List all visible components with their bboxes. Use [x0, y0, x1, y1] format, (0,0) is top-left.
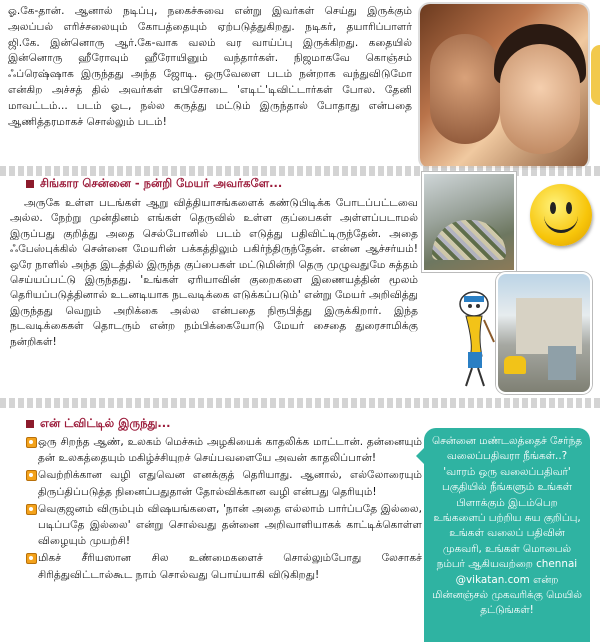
heading-text: என் ட்விட்டில் இருந்து... — [40, 416, 171, 430]
promo-pointer — [416, 448, 424, 464]
actress-face — [500, 44, 580, 154]
garbage-street-photo — [422, 172, 516, 272]
section-heading — [26, 176, 282, 192]
tweet-text: வெற்றிக்கான வழி எதுவென எனக்குத் தெரியாது. ஆனால், எல்லோரையும் திருப்திப்படுத்த நினைப்பதுதான் தோல்விக்கான வழி என்பது தெரியும்! — [38, 469, 422, 498]
heading-text: சிங்கார சென்னை - நன்றி மேயர் அவர்களே... — [40, 176, 283, 190]
tweet-item — [10, 467, 422, 499]
tweets-section — [0, 404, 600, 642]
edge-decoration — [591, 45, 600, 105]
heading-bullet-icon — [26, 420, 34, 428]
review-paragraph: ஓ.கே-தான். ஆனால் நடிப்பு, நகைச்சுவை என்று இவர்கள் செய்து இருக்கும் அலப்பல் எரிச்சலையும் கோபத்தையும் ஏற்படுத்துகிறது. நடிகர், தயாரிப்பாளர் ஜி.கே. இன்னொரு ஆர்.கே-வாக வலம் வர வாய்ப்பு இருக்கிறது. கதையில் இன்னொரு ஹீரோவும் ஹீரோயினும் வந்தார்கள். நிஜமாகவே கொஞ்சம் ஃப்ரெஷ்ஷாக இருந்தது அந்த ஜோடி. ஒருவேளை படம் நன்றாக வந்துவிடுமோ என்கிற அச்சத் தில் அவர்கள் எபிசோடை 'எடிட்'டிவிட்டார்கள் போல. தேனி மாவட்டம்... படம் ஓட, நல்ல கருத்து மட்டும் இருந்தால் போதாது என்பதை ஆணித்தரமாகச் சொல்லும் படம்! — [8, 5, 412, 128]
clean-street-photo — [496, 272, 592, 394]
garbage-pile — [432, 220, 506, 260]
auto-rickshaw — [504, 356, 526, 374]
blogger-icon — [26, 470, 37, 481]
garbage-bin — [548, 346, 576, 380]
mayor-paragraph: அருகே உள்ள படங்கள் ஆறு வித்தியாசங்களைக் கண்டுபிடிக்க போடப்பட்டவை அல்ல. நேற்று முன்தினம் எங்கள் தெருவில் உள்ள குப்பைகள் அள்ளப்படாமல் இருப்பது குறித்து அதை செல்போனில் படம் எடுத்து பதிவிட்டிருந்தேன். அதை ஃபேஸ்புக்கில் சென்னை மேயரின் பக்கத்திலும் பகிர்ந்திருந்தேன். என்ன ஆச்சர்யம்! ஒரே நாளில் அந்த இடத்தில் இருந்த குப்பைகள் மட்டுமின்றி தெரு முழுவதுமே சுத்தம் செய்யப்பட்டு இருந்தது. 'உங்கள் ஏரியாவின் குறைகளை இணையத்தின் மூலம் தெரியப்படுத்தினால் உடனடியாக நடவடிக்கை எடுக்கப்படும்' என்று மேயர் அறிவித்து இருந்தது வெறும் அறிக்கை அல்ல என்பதை நிரூபித்து இருக்கிறார். இந்த நடவடிக்கைகள் தொடரும் என்ற நம்பிக்கையோடு மேயர் சைதை துரைசாமிக்கு நன்றிகள்! — [10, 197, 418, 348]
blogger-promo-box — [424, 428, 590, 642]
couple-photo — [420, 4, 588, 168]
mayor-thanks-section — [0, 176, 600, 398]
tweet-list — [10, 434, 422, 584]
section-heading — [26, 416, 171, 432]
tweet-text: மிகச் சீரியஸான சில உண்மைகளைச் சொல்லும்போது லேசாகச் சிரித்துவிட்டால்கூட நாம் சொல்வது பொய்யாகி விடுகிறது! — [38, 552, 422, 581]
review-section — [0, 0, 600, 172]
cartoon-cleaner-icon — [448, 286, 498, 390]
actor-face — [430, 34, 500, 144]
heading-bullet-icon — [26, 180, 34, 188]
tweet-text: ஒரு சிறந்த ஆண், உலகம் மெச்சும் அழகியைக் காதலிக்க மாட்டான். தன்னையும் தன் உலகத்தையும் மகிழ்ச்சியுறச் செய்பவளையே அவன் காதலிப்பான்! — [38, 436, 422, 465]
blogger-icon — [26, 504, 37, 515]
tweet-item — [10, 434, 422, 466]
promo-text: சென்னை மண்டலத்தைச் சேர்ந்த வலைப்பதிவரா நீங்கள்..? 'வாரம் ஒரு வலைப்பதிவர்' பகுதியில் நீங்களும் உங்கள் பிளாக்கும் இடம்பெற உங்களைப் பற்றிய சுய குறிப்பு, உங்கள் வலைப் பதிவின் முகவரி, உங்கள் மொபைல் நம்பர் ஆகியவற்றை chennai @vikatan.com என்ற மின்னஞ்சல் முகவரிக்கு மெயில் தட்டுங்கள்! — [431, 435, 583, 617]
blogger-icon — [26, 437, 37, 448]
smiley-mouth — [544, 212, 578, 233]
tweet-text: வெகுஜனம் விரும்பும் விஷயங்களை, 'நான் அதை எல்லாம் பார்ப்பதே இல்லை, படிப்பதே இல்லை' என்று சொல்வது தன்னை அறிவாளியாகக் காட்டிக்கொள்ள விழையும் முயற்சி! — [38, 502, 422, 548]
blogger-icon — [26, 553, 37, 564]
tweet-item — [10, 550, 422, 582]
tweet-item — [10, 501, 422, 550]
smiley-icon — [530, 184, 592, 246]
